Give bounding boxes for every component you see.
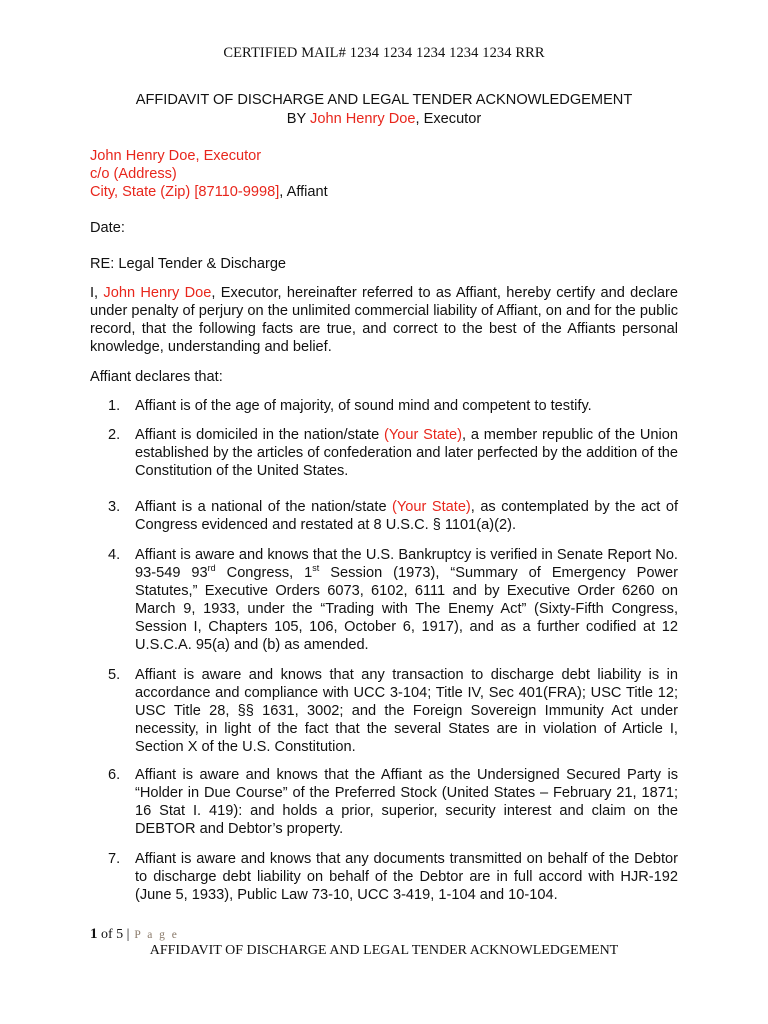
item-text-post: , a member republic of the Union established by the articles of confederation and later perfected by the addition of the Constitution of the United States. bbox=[135, 427, 678, 479]
certified-mail-line: CERTIFIED MAIL# 1234 1234 1234 1234 1234 RRR bbox=[223, 45, 545, 61]
re-line: RE: Legal Tender & Discharge bbox=[90, 256, 287, 272]
address-line-3 bbox=[90, 183, 328, 201]
list-item bbox=[108, 426, 678, 480]
list-item bbox=[108, 546, 678, 654]
item-text: Affiant is aware and knows that any transaction to discharge debt liability is in accordance and compliance with UCC 3-104; Title IV, Sec 401(FRA); USC Title 12; USC Title 28, §§ 1631, 3002; and the Foreign Sovereign Immunity Act under necessity, in light of the fact that the several States are in violation of Article I, Section X of the U.S. Constitution. bbox=[135, 667, 678, 755]
item-number: 1. bbox=[108, 398, 121, 414]
item-number: 2. bbox=[108, 427, 121, 443]
by-suffix: , Executor bbox=[415, 111, 482, 127]
list-item bbox=[108, 850, 678, 904]
item-text-pre: Affiant is a national of the nation/state bbox=[135, 499, 393, 515]
intro-text: , Executor, hereinafter referred to as Affiant, hereby certify and declare under penalty of perjury on the unlimited commercial liability of Affiant, on and for the public record, that the following facts are true, and correct to the best of the Affiants personal knowledge, understanding and belief. bbox=[90, 285, 678, 355]
item-text: Affiant is aware and knows that the Affiant as the Undersigned Secured Party is “Holder in Due Course” of the Preferred Stock (United States – February 21, 1871; 16 Stat I. 419): and holds a prior, superior, security interest and claim on the DEBTOR and Debtor’s property. bbox=[135, 767, 678, 837]
item-text-a: Affiant is aware and knows that the U.S. Bankruptcy is verified in Senate Report No. 93-549 93 bbox=[135, 547, 678, 581]
page-of: of 5 bbox=[97, 927, 127, 942]
document-title: AFFIDAVIT OF DISCHARGE AND LEGAL TENDER ACKNOWLEDGEMENT bbox=[135, 92, 633, 108]
address-line-2: c/o (Address) bbox=[90, 166, 177, 182]
list-item bbox=[108, 498, 678, 534]
by-prefix: BY bbox=[286, 111, 311, 127]
item-number: 4. bbox=[108, 547, 121, 563]
intro-prefix: I, bbox=[90, 285, 104, 301]
declares-line: Affiant declares that: bbox=[90, 369, 223, 385]
list-item bbox=[108, 397, 678, 415]
item-state: (Your State) bbox=[383, 427, 463, 443]
footer-title: AFFIDAVIT OF DISCHARGE AND LEGAL TENDER ACKNOWLEDGEMENT bbox=[149, 943, 619, 958]
item-text bbox=[135, 426, 678, 480]
superscript: rd bbox=[207, 563, 216, 573]
intro-name: John Henry Doe bbox=[103, 285, 212, 301]
item-text-c: Session (1973), “Summary of Emergency Power Statutes,” Executive Orders 6073, 6102, 6111 and by Executive Order 6260 on March 9, 1933, under the “Trading with The Enemy Act” (Sixty-Fifth Congress, Session I, Chapters 105, 106, October 6, 1917), and as a further codified at 12 U.S.C.A. 95(a) and (b) as amended. bbox=[135, 565, 678, 653]
item-text: Affiant is aware and knows that any documents transmitted on behalf of the Debtor to discharge debt liability on behalf of the Debtor are in full accord with HJR-192 (June 5, 1933), Public Law 73-10, UCC 3-419, 1-104 and 10-104. bbox=[135, 851, 678, 903]
superscript: st bbox=[312, 563, 320, 573]
item-text-pre: Affiant is domiciled in the nation/state bbox=[135, 427, 384, 443]
by-name: John Henry Doe bbox=[310, 111, 416, 127]
list-item bbox=[108, 666, 678, 756]
page-word: P a g e bbox=[129, 929, 179, 941]
item-number: 7. bbox=[108, 851, 121, 867]
item-number: 6. bbox=[108, 767, 121, 783]
page-number: 1 bbox=[90, 926, 98, 942]
page-separator: | bbox=[126, 927, 130, 942]
page-footer-number bbox=[90, 926, 179, 943]
address-city: City, State (Zip) [87110-9998] bbox=[90, 184, 280, 200]
item-text: Affiant is of the age of majority, of sound mind and competent to testify. bbox=[135, 398, 592, 414]
document-subtitle bbox=[0, 111, 768, 127]
item-text-post: , as contemplated by the act of Congress evidenced and restated at 8 U.S.C. § 1101(a)(2). bbox=[135, 499, 678, 533]
item-text-b: Congress, 1 bbox=[215, 565, 313, 581]
address-line-1: John Henry Doe, Executor bbox=[90, 148, 262, 164]
item-text bbox=[135, 546, 678, 654]
item-text bbox=[135, 498, 678, 534]
address-affiant: , Affiant bbox=[279, 184, 328, 200]
item-number: 5. bbox=[108, 667, 121, 683]
item-state: (Your State) bbox=[392, 499, 471, 515]
item-number: 3. bbox=[108, 499, 121, 515]
date-label: Date: bbox=[90, 220, 125, 236]
intro-paragraph bbox=[90, 284, 678, 356]
list-item bbox=[108, 766, 678, 838]
